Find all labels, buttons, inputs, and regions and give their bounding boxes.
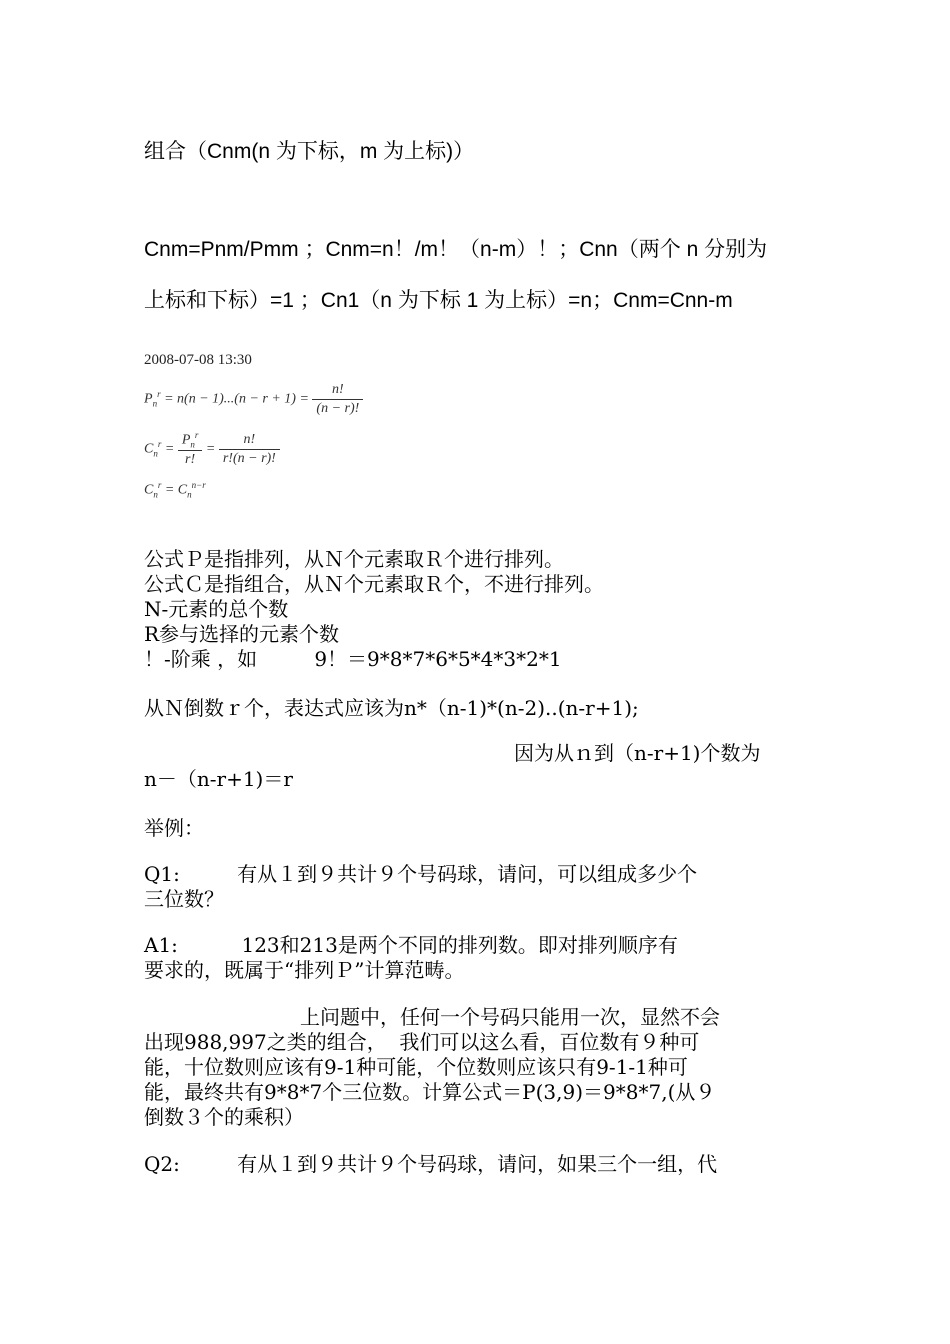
text-line: 公式Ｐ是指排列，从Ｎ个元素取Ｒ个进行排列。 xyxy=(144,547,564,571)
symmetry-formula: $C_n^r = C_n^{n-r}$ xyxy=(144,480,206,500)
text-line: 因为从ｎ到（n-r+1)个数为 xyxy=(514,741,761,765)
text-line: 倒数３个的乘积） xyxy=(144,1105,304,1129)
text-line: 能，最终共有9*8*7个三位数。计算公式＝P(3,9)＝9*8*7,(从９ xyxy=(144,1080,716,1104)
text-line: 上问题中，任何一个号码只能用一次，显然不会 xyxy=(300,1005,720,1029)
formula-text-line-2: 上标和下标）=1 ；Cn1（n 为下标 1 为上标）=n；Cnm=Cnn-m xyxy=(144,289,733,312)
text-line: 三位数？ xyxy=(144,887,224,911)
permutation-formula: $P_n^r = n(n - 1)...(n - r + 1)$ = $\frac{n!}{(n - r)!}$ xyxy=(144,382,363,417)
combination-formula: $C_n^r$ = $\frac{P_n^r}{r!}$ = $\frac{n!}{r!(n - r)!}$ xyxy=(144,430,280,468)
formula-text-line-1: Cnm=Pnm/Pmm ；Cnm=n！/m！（n-m）！；Cnn（两个 n 分别为 xyxy=(144,238,768,261)
text-line: 出现988,997之类的组合， 我们可以这么看，百位数有９种可 xyxy=(144,1030,700,1054)
formula-image xyxy=(144,376,404,506)
text-line: 能，十位数则应该有9-1种可能，个位数则应该只有9-1-1种可 xyxy=(144,1055,688,1079)
text-line: R参与选择的元素个数 xyxy=(144,622,340,646)
text-line: 要求的，既属于“排列Ｐ”计算范畴。 xyxy=(144,958,465,982)
text-line: Q2: 有从１到９共计９个号码球，请问，如果三个一组，代 xyxy=(144,1152,718,1176)
title-line: 组合（Cnm(n 为下标，m 为上标)） xyxy=(144,140,475,163)
text-line: Q1: 有从１到９共计９个号码球，请问，可以组成多少个 xyxy=(144,862,698,886)
text-line: N-元素的总个数 xyxy=(144,597,289,621)
text-line: 举例： xyxy=(144,816,204,840)
text-line: n－（n-r+1)＝r xyxy=(144,767,293,791)
timestamp: 2008-07-08 13:30 xyxy=(144,352,252,368)
text-line: A1: 123和213是两个不同的排列数。即对排列顺序有 xyxy=(144,933,678,957)
text-line: ！-阶乘 ，如 9！＝9*8*7*6*5*4*3*2*1 xyxy=(144,647,562,671)
text-line: 从Ｎ倒数ｒ个，表达式应该为n*（n-1)*(n-2)..(n-r+1); xyxy=(144,696,639,720)
text-line: 公式Ｃ是指组合，从Ｎ个元素取Ｒ个，不进行排列。 xyxy=(144,572,604,596)
